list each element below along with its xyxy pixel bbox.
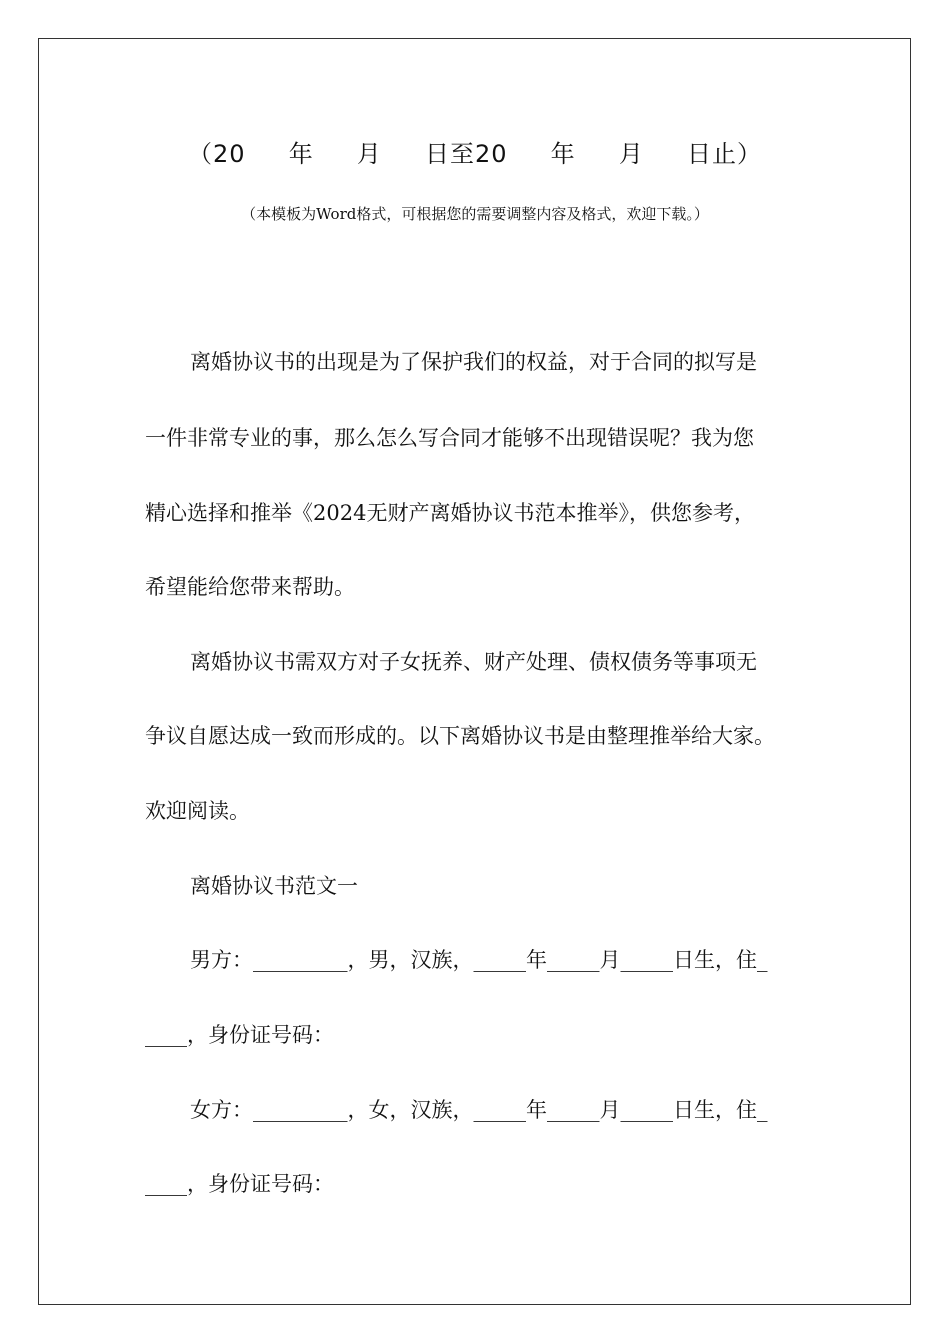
paragraph-1-line-4: 希望能给您带来帮助。 (145, 575, 355, 599)
male-party-line-1: 男方：_________，男，汉族，_____年_____月_____日生，住_ (190, 948, 768, 972)
female-party-line-1: 女方：_________，女，汉族，_____年_____月_____日生，住_ (190, 1098, 768, 1122)
paragraph-2-line-3: 欢迎阅读。 (145, 799, 250, 823)
date-range-heading: （20 年 月 日至20 年 月 日止） (188, 140, 762, 168)
paragraph-1-line-2: 一件非常专业的事，那么怎么写合同才能够不出现错误呢？我为您 (145, 426, 754, 450)
paragraph-1-line-1: 离婚协议书的出现是为了保护我们的权益，对于合同的拟写是 (190, 350, 757, 374)
male-party-line-2: ____，身份证号码： (145, 1023, 334, 1047)
section-title: 离婚协议书范文一 (190, 874, 358, 898)
template-note: （本模板为Word格式，可根据您的需要调整内容及格式，欢迎下载。） (241, 205, 709, 223)
paragraph-2-line-1: 离婚协议书需双方对子女抚养、财产处理、债权债务等事项无 (190, 650, 757, 674)
paragraph-2-line-2: 争议自愿达成一致而形成的。以下离婚协议书是由整理推举给大家。 (145, 724, 775, 748)
paragraph-1-line-3: 精心选择和推举《2024无财产离婚协议书范本推举》，供您参考， (145, 501, 755, 525)
female-party-line-2: ____，身份证号码： (145, 1172, 334, 1196)
